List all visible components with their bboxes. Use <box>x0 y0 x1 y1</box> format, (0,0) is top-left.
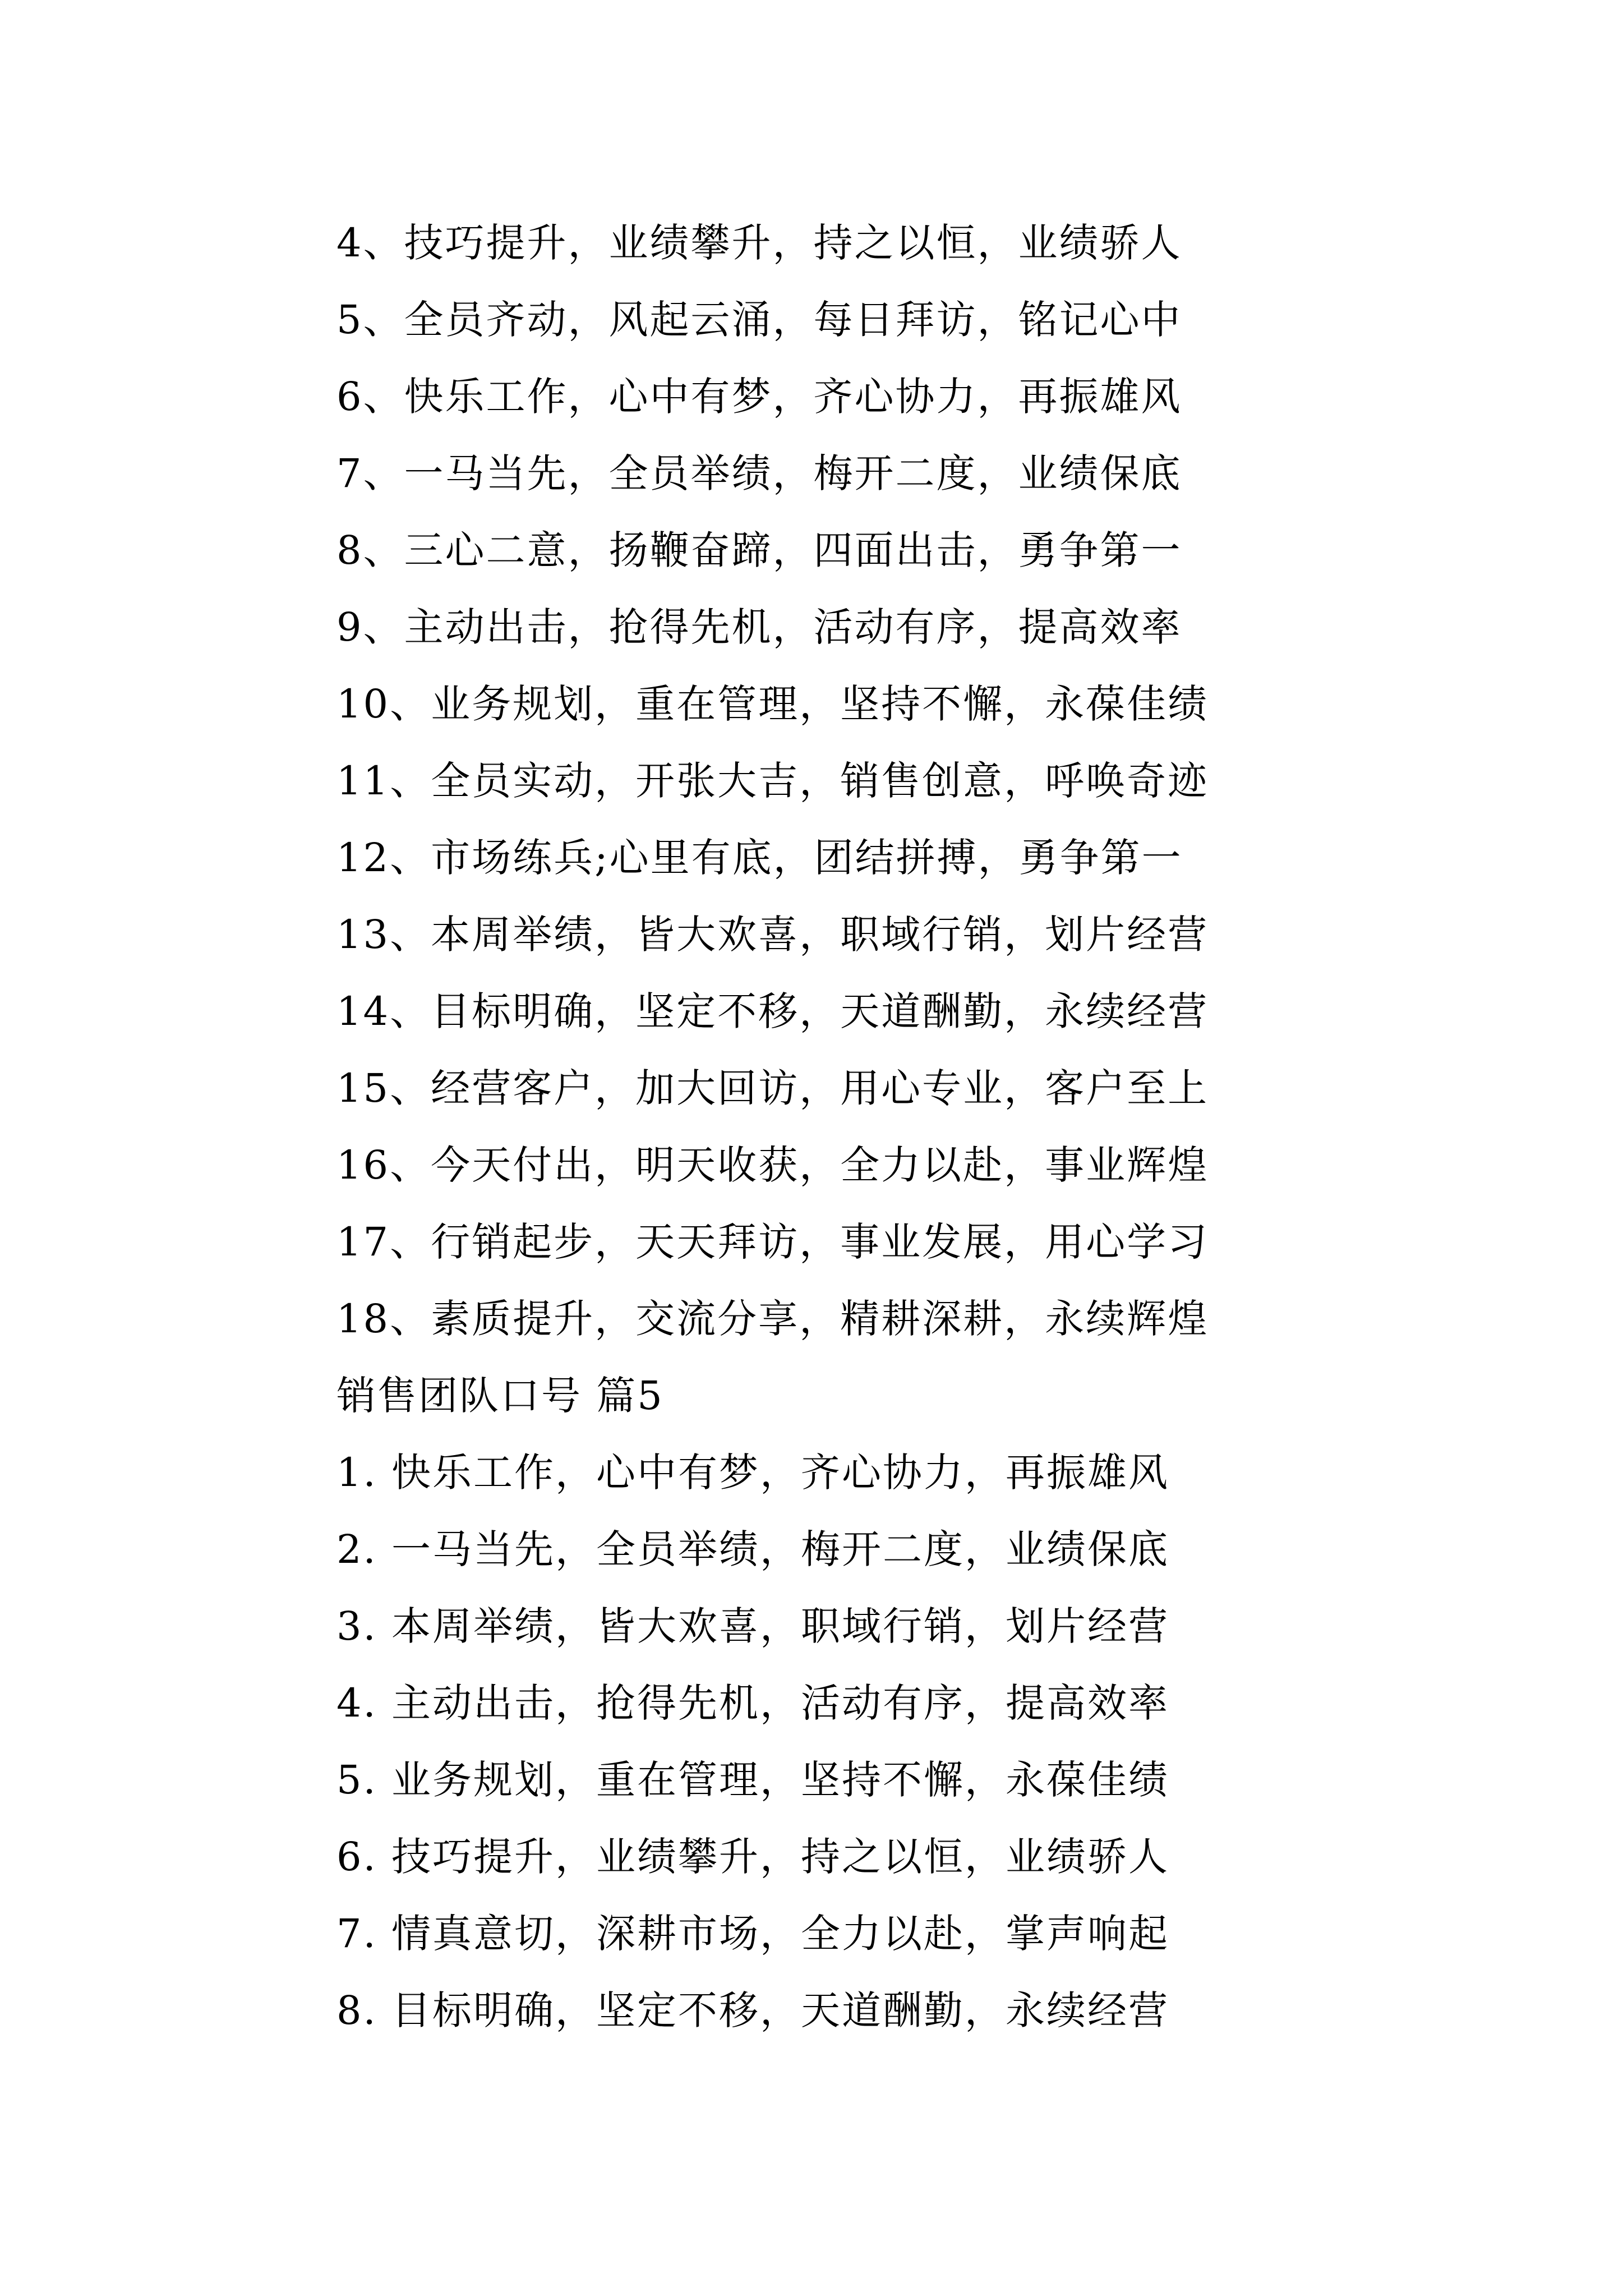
slogan-line: 4、技巧提升，业绩攀升，持之以恒，业绩骄人 <box>336 220 1182 266</box>
section-heading: 销售团队口号 篇5 <box>336 1373 664 1419</box>
document-body <box>336 205 1290 2049</box>
slogan-line: 18、素质提升，交流分享，精耕深耕，永续辉煌 <box>336 1296 1209 1342</box>
slogan-line: 2. 一马当先，全员举绩，梅开二度，业绩保底 <box>336 1526 1170 1572</box>
slogan-line: 11、全员实动，开张大吉，销售创意，呼唤奇迹 <box>336 758 1209 804</box>
slogan-line: 15、经营客户，加大回访，用心专业，客户至上 <box>336 1065 1209 1111</box>
slogan-line: 4. 主动出击，抢得先机，活动有序，提高效率 <box>336 1680 1170 1726</box>
slogan-line: 5. 业务规划，重在管理，坚持不懈，永葆佳绩 <box>336 1757 1170 1803</box>
slogan-line: 8、三心二意，扬鞭奋蹄，四面出击，勇争第一 <box>336 527 1182 573</box>
slogan-line: 1. 快乐工作，心中有梦，齐心协力，再振雄风 <box>336 1450 1170 1496</box>
slogan-line: 12、市场练兵;心里有底，团结拼搏，勇争第一 <box>336 835 1183 881</box>
slogan-line: 9、主动出击，抢得先机，活动有序，提高效率 <box>336 604 1182 650</box>
slogan-line: 7. 情真意切，深耕市场，全力以赴，掌声响起 <box>336 1911 1170 1957</box>
slogan-line: 5、全员齐动，风起云涌，每日拜访，铭记心中 <box>336 297 1182 343</box>
slogan-line: 14、目标明确，坚定不移，天道酬勤，永续经营 <box>336 988 1209 1034</box>
slogan-line: 10、业务规划，重在管理，坚持不懈，永葆佳绩 <box>336 681 1209 727</box>
slogan-line: 6. 技巧提升，业绩攀升，持之以恒，业绩骄人 <box>336 1834 1170 1880</box>
slogan-line: 17、行销起步，天天拜访，事业发展，用心学习 <box>336 1219 1209 1265</box>
slogan-line: 16、今天付出，明天收获，全力以赴，事业辉煌 <box>336 1142 1209 1188</box>
slogan-line: 6、快乐工作，心中有梦，齐心协力，再振雄风 <box>336 374 1182 420</box>
slogan-line: 13、本周举绩，皆大欢喜，职域行销，划片经营 <box>336 912 1209 958</box>
slogan-line: 8. 目标明确，坚定不移，天道酬勤，永续经营 <box>336 1987 1170 2033</box>
slogan-line: 3. 本周举绩，皆大欢喜，职域行销，划片经营 <box>336 1603 1170 1649</box>
slogan-line: 7、一马当先，全员举绩，梅开二度，业绩保底 <box>336 450 1182 496</box>
